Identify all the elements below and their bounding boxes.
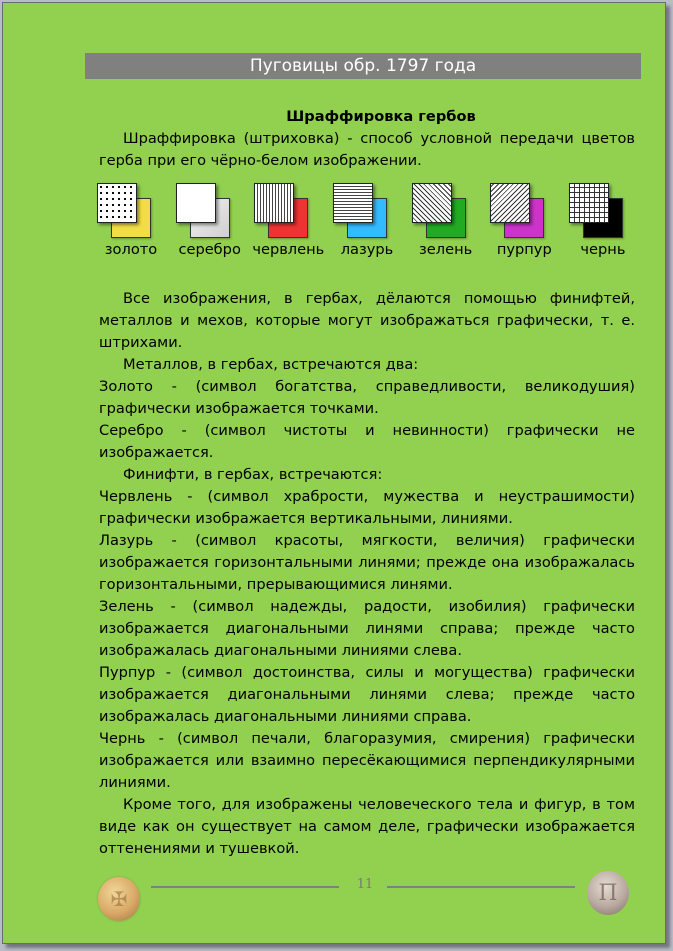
page-header-title: Пуговицы обр. 1797 года: [85, 53, 641, 79]
paragraph: Пурпур - (символ достоинства, силы и могущества) графически изображается диагональными линями слева; прежде часто изображалась диагональными линиями справа.: [99, 664, 635, 725]
paragraph: Чернь - (символ печали, благоразумия, смирения) графически изображается или взаимно пересёкающимися перпендикулярными линиями.: [99, 730, 635, 791]
section-title: Шраффировка гербов: [286, 108, 476, 125]
eagle-icon: ✠: [110, 887, 128, 911]
page-content: [99, 106, 635, 860]
swatch-label: пурпур: [496, 241, 552, 258]
swatch-green: [410, 182, 482, 262]
swatch-label: червлень: [252, 241, 325, 258]
body-text: [99, 288, 635, 860]
paragraph: Зелень - (символ надежды, радости, изобилия) графически изображается диагональными линями справа; прежде часто изображалась диагональными линиями слева.: [99, 598, 635, 659]
monogram-button-image: [587, 871, 629, 915]
paragraph: Все изображения, в гербах, дёлаются помощью финифтей, металлов и мехов, которые могут изображаться графически, т. е. штрихами.: [99, 290, 635, 351]
swatch-label: лазурь: [340, 241, 394, 258]
paragraph: Серебро - (символ чистоты и невинности) графически не изображается.: [99, 422, 635, 461]
page-number: 11: [356, 877, 374, 892]
paragraph: Финифти, в гербах, встречаются:: [123, 466, 383, 483]
footer-divider-right: [387, 886, 575, 888]
vertical-lines-pattern-icon: [254, 183, 294, 223]
swatch-label: золото: [104, 241, 158, 258]
swatch-label: зелень: [419, 241, 473, 258]
swatch-silver: [174, 182, 246, 262]
diagonal-right-pattern-icon: [412, 183, 452, 223]
dots-pattern-icon: [97, 183, 137, 223]
swatch-purple: [488, 182, 560, 262]
paragraph: Кроме того, для изображены человеческого тела и фигур, в том виде как он существует на самом деле, графически изображается оттенениями и тушевкой.: [99, 796, 635, 857]
swatch-gold: [95, 182, 167, 262]
horizontal-lines-pattern-icon: [333, 183, 373, 223]
swatch-label: серебро: [178, 241, 241, 258]
paragraph: Червлень - (символ храбрости, мужества и неустрашимости) графически изображается вертикальными, линиями.: [99, 488, 635, 527]
swatch-label: чернь: [580, 241, 626, 258]
paragraph: Золото - (символ богатства, справедливости, великодушия) графически изображается точками.: [99, 378, 635, 417]
document-page: [2, 2, 666, 944]
plain-pattern-icon: [176, 183, 216, 223]
paragraph: Металлов, в гербах, встречаются два:: [123, 356, 419, 373]
eagle-button-image: [98, 877, 140, 921]
intro-paragraph: Шраффировка (штриховка) - способ условной передачи цветов герба при его чёрно-белом изображении.: [99, 130, 635, 169]
hatching-swatches: [95, 182, 639, 262]
diagonal-left-pattern-icon: [490, 183, 530, 223]
paragraph: Лазурь - (символ красоты, мягкости, величия) графически изображается горизонтальными линями; прежде она изображалась горизонтальными, прерывающимися линями.: [99, 532, 635, 593]
swatch-red: [252, 182, 324, 262]
footer-divider-left: [151, 886, 339, 888]
swatch-black: [567, 182, 639, 262]
monogram-icon: П: [598, 880, 618, 906]
grid-pattern-icon: [569, 183, 609, 223]
swatch-azure: [331, 182, 403, 262]
